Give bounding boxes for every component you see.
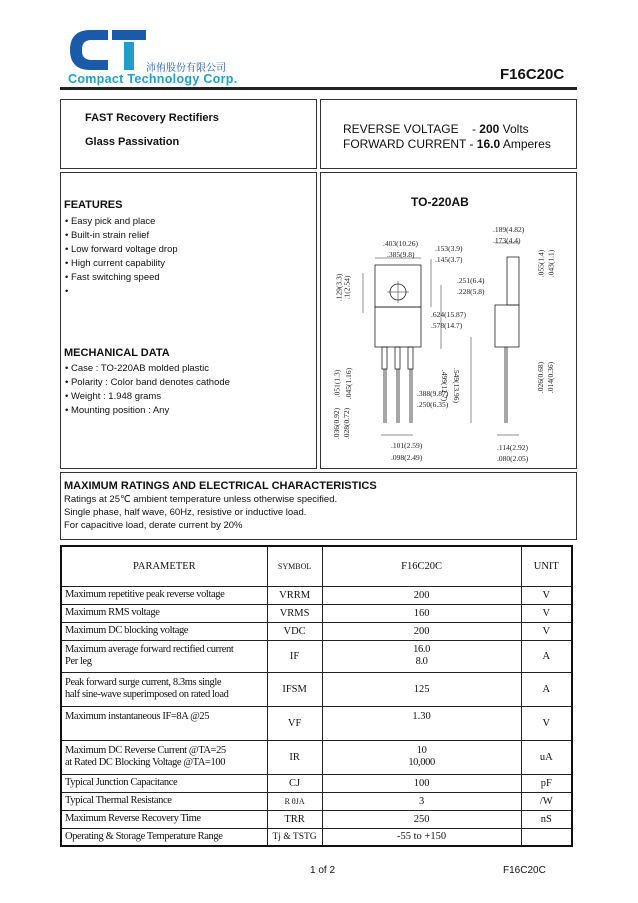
mechanical-item: • Mounting position : Any xyxy=(65,404,230,418)
symbol-cell: TRR xyxy=(267,810,322,828)
symbol-cell: VDC xyxy=(267,622,322,640)
symbol-cell: R θJA xyxy=(267,792,322,810)
symbol-cell: VRMS xyxy=(267,604,322,622)
dim-label: .153(3.9) xyxy=(435,244,463,253)
table-row xyxy=(61,740,572,774)
param-cell: Operating & Storage Temperature Range xyxy=(61,828,267,846)
table-row xyxy=(61,792,572,810)
value-line: 10 xyxy=(416,745,427,756)
table-row xyxy=(61,828,572,846)
param-cell: Typical Junction Capacitance xyxy=(61,774,267,792)
dim-label: .043(1.1) xyxy=(546,249,556,278)
value-cell: 160 xyxy=(322,604,521,622)
value-cell: 200 xyxy=(322,586,521,604)
dim-label: .250(6.35) xyxy=(417,400,449,409)
table-row xyxy=(61,706,572,740)
dim-label: .028(0.72) xyxy=(342,407,352,440)
unit-cell: A xyxy=(521,672,572,706)
unit-cell: V xyxy=(521,604,572,622)
logo-mark-icon xyxy=(68,28,148,74)
value-cell: 3 xyxy=(322,792,521,810)
table-row xyxy=(61,640,572,672)
dim-label: .051(1.3) xyxy=(332,369,342,398)
dim-label: .101(2.59) xyxy=(391,441,423,450)
symbol-cell: VRRM xyxy=(267,586,322,604)
unit-cell: /W xyxy=(521,792,572,810)
dim-label: .251(6.4) xyxy=(457,276,485,285)
dim-label: .055(1.4) xyxy=(536,249,546,278)
features-title: FEATURES xyxy=(64,199,123,211)
ratings-note: For capacitive load, derate current by 20% xyxy=(64,520,243,531)
feature-item: • Built-in strain relief xyxy=(65,229,178,243)
dim-label: .189(4.82) xyxy=(493,225,525,234)
unit-cell xyxy=(521,828,572,846)
dim-label: .578(14.7) xyxy=(431,321,463,330)
param-cell: Maximum Reverse Recovery Time xyxy=(61,810,267,828)
dim-label: .014(0.36) xyxy=(546,361,556,394)
forward-current-unit: Amperes xyxy=(502,137,551,151)
mechanical-list xyxy=(65,362,230,418)
symbol-cell: Tj & TSTG xyxy=(267,828,322,846)
value-cell: 1.30 xyxy=(322,706,521,740)
mechanical-item: • Case : TO-220AB molded plastic xyxy=(65,362,230,376)
table-row xyxy=(61,672,572,706)
value-cell xyxy=(322,740,521,774)
header-parameter: PARAMETER xyxy=(61,546,267,586)
header-symbol: SYMBOL xyxy=(267,546,322,586)
part-number-header: F16C20C xyxy=(500,66,565,83)
symbol-cell: IFSM xyxy=(267,672,322,706)
dim-label: .1(2.54) xyxy=(342,275,352,300)
reverse-voltage-value: 200 xyxy=(479,122,500,136)
param-line: Per leg xyxy=(65,656,92,667)
value-cell xyxy=(322,640,521,672)
dim-label: .403(10.26) xyxy=(383,239,418,248)
feature-item: • Easy pick and place xyxy=(65,215,178,229)
table-row xyxy=(61,774,572,792)
value-cell: -55 to +150 xyxy=(322,828,521,846)
company-logo xyxy=(68,28,148,74)
feature-item: • High current capability xyxy=(65,257,178,271)
feature-item: • Low forward voltage drop xyxy=(65,243,178,257)
dim-label: .129(3.3) xyxy=(334,273,344,302)
param-cell: Typical Thermal Resistance xyxy=(61,792,267,810)
summary-box xyxy=(60,99,317,169)
features-box xyxy=(60,172,317,469)
dim-label: .549(13.96) xyxy=(452,368,461,403)
mechanical-item: • Polarity : Color band denotes cathode xyxy=(65,376,230,390)
value-line: 8.0 xyxy=(415,656,428,667)
value-line: 10,000 xyxy=(408,757,435,768)
package-title: TO-220AB xyxy=(411,195,469,209)
summary-line1: FAST Recovery Rectifiers xyxy=(85,112,219,124)
dim-label: .080(2.05) xyxy=(497,454,529,463)
param-line: half sine-wave superimposed on rated load xyxy=(65,689,229,700)
unit-cell: V xyxy=(521,622,572,640)
dim-label: .624(15.87) xyxy=(431,310,466,319)
value-cell: 200 xyxy=(322,622,521,640)
spec-table xyxy=(60,545,573,847)
dim-label: .045(1.16) xyxy=(344,367,354,400)
param-line: Maximum DC Reverse Current @TA=25 xyxy=(65,745,226,756)
param-cell xyxy=(61,672,267,706)
forward-current xyxy=(343,137,551,151)
unit-cell: A xyxy=(521,640,572,672)
dim-label: .145(3.7) xyxy=(435,255,463,264)
param-cell: Maximum RMS voltage xyxy=(61,604,267,622)
header-divider xyxy=(60,87,577,90)
symbol-cell: IR xyxy=(267,740,322,774)
value-cell: 125 xyxy=(322,672,521,706)
param-cell xyxy=(61,640,267,672)
dim-label: .388(9.87) xyxy=(417,389,449,398)
table-row xyxy=(61,810,572,828)
value-cell: 250 xyxy=(322,810,521,828)
table-row xyxy=(61,586,572,604)
unit-cell: V xyxy=(521,586,572,604)
features-list xyxy=(65,215,178,299)
table-header-row xyxy=(61,546,572,586)
value-line: 16.0 xyxy=(413,644,430,655)
table-row xyxy=(61,604,572,622)
symbol-cell: VF xyxy=(267,706,322,740)
symbol-cell: IF xyxy=(267,640,322,672)
unit-cell: V xyxy=(521,706,572,740)
forward-current-value: 16.0 xyxy=(476,137,501,151)
footer-part-number: F16C20C xyxy=(503,865,546,876)
company-name-cn: 沛侑股份有限公司 xyxy=(146,63,226,74)
reverse-voltage-label: REVERSE VOLTAGE xyxy=(343,122,459,136)
unit-cell: nS xyxy=(521,810,572,828)
package-box xyxy=(320,172,577,469)
dim-label: .036(0.92) xyxy=(332,407,342,440)
dim-label: .228(5.8) xyxy=(457,287,485,296)
param-line: Maximum average forward rectified current xyxy=(65,644,234,655)
feature-item: • Fast switching speed xyxy=(65,271,178,285)
param-line: at Rated DC Blocking Voltage @TA=100 xyxy=(65,757,226,768)
dim-label: .385(9.8) xyxy=(387,250,415,259)
mechanical-title: MECHANICAL DATA xyxy=(64,347,170,359)
header-unit: UNIT xyxy=(521,546,572,586)
value-cell: 100 xyxy=(322,774,521,792)
header-value: F16C20C xyxy=(322,546,521,586)
dim-label: .173(4.4) xyxy=(493,236,521,245)
dim-label: .114(2.92) xyxy=(497,443,528,452)
unit-cell: pF xyxy=(521,774,572,792)
ratings-note: Ratings at 25℃ ambient temperature unless otherwise specified. xyxy=(64,494,338,505)
company-name-en: Compact Technology Corp. xyxy=(68,72,238,86)
param-cell xyxy=(61,740,267,774)
symbol-cell: CJ xyxy=(267,774,322,792)
ratings-summary-box xyxy=(320,99,577,169)
page-number: 1 of 2 xyxy=(310,865,336,876)
param-cell: Maximum instantaneous IF=8A @25 xyxy=(61,706,267,740)
ratings-title: MAXIMUM RATINGS AND ELECTRICAL CHARACTERISTICS xyxy=(64,480,377,492)
unit-cell: uA xyxy=(521,740,572,774)
param-line: Peak forward surge current, 8.3ms single xyxy=(65,677,222,688)
param-cell: Maximum DC blocking voltage xyxy=(61,622,267,640)
feature-item xyxy=(65,285,178,299)
param-cell: Maximum repetitive peak reverse voltage xyxy=(61,586,267,604)
ratings-note: Single phase, half wave, 60Hz, resistive or inductive load. xyxy=(64,507,307,518)
dim-label: .098(2.49) xyxy=(391,453,423,462)
mechanical-item: • Weight : 1.948 grams xyxy=(65,390,230,404)
summary-line2: Glass Passivation xyxy=(85,136,180,148)
table-row xyxy=(61,622,572,640)
dim-label: .026(0.68) xyxy=(536,361,546,394)
dim-label: .499(12.7) xyxy=(440,369,450,402)
ratings-notes-box xyxy=(60,472,577,540)
forward-current-label: FORWARD CURRENT - xyxy=(343,137,474,151)
reverse-voltage-unit: Volts xyxy=(502,122,529,136)
reverse-voltage: REVERSE VOLTAGE - 200 Volts xyxy=(343,122,529,136)
